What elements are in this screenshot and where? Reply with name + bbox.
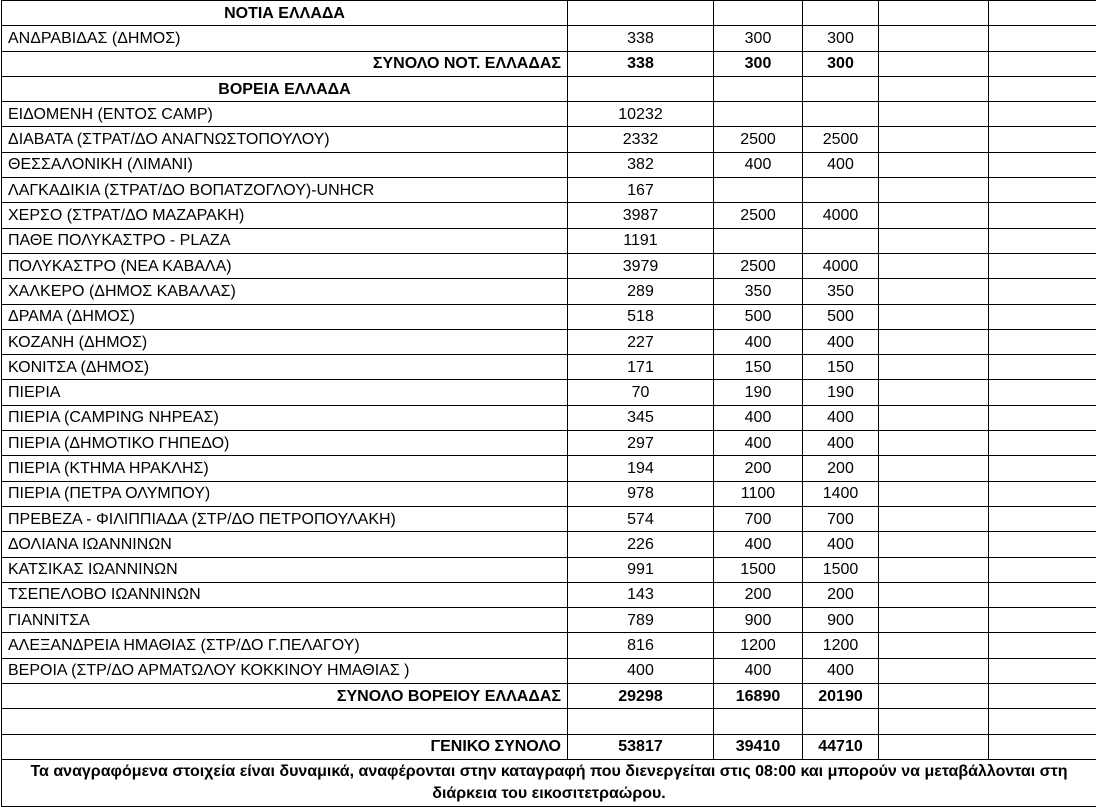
value-cell: 1200 [714, 633, 803, 658]
value-cell: 400 [803, 405, 879, 430]
value-cell: 190 [803, 380, 879, 405]
empty-cell [989, 329, 1096, 354]
subtotal-value: 300 [714, 51, 803, 76]
grand-total-row [2, 734, 1096, 759]
empty-cell [803, 1, 879, 26]
table-row [2, 405, 1096, 430]
value-cell: 400 [803, 329, 879, 354]
value-cell: 400 [714, 405, 803, 430]
table-row [2, 380, 1096, 405]
footnote: Τα αναγραφόμενα στοιχεία είναι δυναμικά, αναφέρονται στην καταγραφή που διενεργείται στις 08:00 και μπορούν να μεταβάλλονται στη διάρκεια του εικοσιτετραώρου. [2, 759, 1096, 806]
value-cell: 150 [714, 355, 803, 380]
location-name: ΧΑΛΚΕΡΟ (ΔΗΜΟΣ ΚΑΒΑΛΑΣ) [2, 279, 568, 304]
value-cell: 400 [714, 431, 803, 456]
location-name: ΛΑΓΚΑΔΙΚΙΑ (ΣΤΡΑΤ/ΔΟ ΒΟΠΑΤΖΟΓΛΟΥ)-UNHCR [2, 178, 568, 203]
empty-cell [989, 102, 1096, 127]
table-row [2, 228, 1096, 253]
table-row [2, 456, 1096, 481]
location-name: ΠΙΕΡΙΑ (CAMPING ΝΗΡΕΑΣ) [2, 405, 568, 430]
table-row [2, 355, 1096, 380]
location-name: ΕΙΔΟΜΕΝΗ (ΕΝΤΟΣ CAMP) [2, 102, 568, 127]
value-cell: 789 [568, 608, 714, 633]
location-name: ΒΕΡΟΙΑ (ΣΤΡ/ΔΟ ΑΡΜΑΤΩΛΟΥ ΚΟΚΚΙΝΟΥ ΗΜΑΘΙΑΣ ) [2, 658, 568, 683]
location-name: ΔΡΑΜΑ (ΔΗΜΟΣ) [2, 304, 568, 329]
value-cell [714, 102, 803, 127]
table-row [2, 582, 1096, 607]
empty-cell [568, 709, 714, 734]
empty-cell [714, 709, 803, 734]
value-cell [803, 228, 879, 253]
subtotal-value: 338 [568, 51, 714, 76]
value-cell: 70 [568, 380, 714, 405]
empty-cell [879, 355, 989, 380]
value-cell: 167 [568, 178, 714, 203]
empty-cell [879, 102, 989, 127]
empty-cell [568, 76, 714, 101]
location-name: ΠΙΕΡΙΑ [2, 380, 568, 405]
value-cell: 500 [803, 304, 879, 329]
value-cell: 1500 [714, 557, 803, 582]
empty-cell [989, 355, 1096, 380]
value-cell: 4000 [803, 253, 879, 278]
empty-cell [989, 557, 1096, 582]
value-cell: 143 [568, 582, 714, 607]
empty-cell [879, 228, 989, 253]
value-cell: 400 [568, 658, 714, 683]
table-row [2, 506, 1096, 531]
grand-total-value: 53817 [568, 734, 714, 759]
table-row [2, 152, 1096, 177]
subtotal-label: ΣΥΝΟΛΟ ΒΟΡΕΙΟΥ ΕΛΛΑΔΑΣ [2, 684, 568, 709]
section-heading-row [2, 76, 1096, 101]
empty-cell [989, 26, 1096, 51]
value-cell: 200 [803, 456, 879, 481]
empty-cell [879, 304, 989, 329]
subtotal-value: 29298 [568, 684, 714, 709]
section-heading-row [2, 1, 1096, 26]
value-cell: 400 [803, 152, 879, 177]
value-cell: 1191 [568, 228, 714, 253]
value-cell: 171 [568, 355, 714, 380]
empty-cell [879, 709, 989, 734]
value-cell: 200 [714, 582, 803, 607]
empty-cell [989, 608, 1096, 633]
table-row [2, 178, 1096, 203]
value-cell: 400 [714, 532, 803, 557]
table-row [2, 329, 1096, 354]
value-cell: 4000 [803, 203, 879, 228]
empty-cell [989, 152, 1096, 177]
empty-cell [879, 279, 989, 304]
empty-cell [879, 684, 989, 709]
value-cell: 150 [803, 355, 879, 380]
empty-cell [989, 633, 1096, 658]
empty-cell [879, 1, 989, 26]
value-cell: 194 [568, 456, 714, 481]
empty-cell [714, 1, 803, 26]
empty-cell [989, 203, 1096, 228]
empty-cell [879, 582, 989, 607]
empty-cell [989, 734, 1096, 759]
value-cell: 518 [568, 304, 714, 329]
empty-cell [879, 76, 989, 101]
empty-cell [803, 76, 879, 101]
value-cell: 200 [803, 582, 879, 607]
grand-total-value: 44710 [803, 734, 879, 759]
table-row [2, 279, 1096, 304]
table-row [2, 127, 1096, 152]
table-row [2, 431, 1096, 456]
grand-total-label: ΓΕΝΙΚΟ ΣΥΝΟΛΟ [2, 734, 568, 759]
empty-cell [803, 709, 879, 734]
empty-cell [989, 481, 1096, 506]
value-cell: 2500 [714, 127, 803, 152]
location-name: ΚΟΝΙΤΣΑ (ΔΗΜΟΣ) [2, 355, 568, 380]
value-cell: 350 [803, 279, 879, 304]
value-cell: 289 [568, 279, 714, 304]
table-row [2, 608, 1096, 633]
table-row [2, 102, 1096, 127]
value-cell: 816 [568, 633, 714, 658]
location-name: ΧΕΡΣΟ (ΣΤΡΑΤ/ΔΟ ΜΑΖΑΡΑΚΗ) [2, 203, 568, 228]
value-cell [714, 228, 803, 253]
empty-cell [879, 633, 989, 658]
table-row [2, 26, 1096, 51]
location-name: ΔΟΛΙΑΝΑ ΙΩΑΝΝΙΝΩΝ [2, 532, 568, 557]
empty-cell [879, 253, 989, 278]
location-name: ΤΣΕΠΕΛΟΒΟ ΙΩΑΝΝΙΝΩΝ [2, 582, 568, 607]
empty-cell [989, 506, 1096, 531]
empty-cell [879, 152, 989, 177]
empty-cell [989, 380, 1096, 405]
empty-cell [879, 178, 989, 203]
empty-cell [989, 431, 1096, 456]
empty-cell [2, 709, 568, 734]
value-cell [803, 178, 879, 203]
value-cell: 2500 [803, 127, 879, 152]
value-cell: 350 [714, 279, 803, 304]
value-cell: 500 [714, 304, 803, 329]
value-cell: 1400 [803, 481, 879, 506]
value-cell: 200 [714, 456, 803, 481]
empty-cell [989, 532, 1096, 557]
empty-cell [989, 127, 1096, 152]
subtotal-row [2, 684, 1096, 709]
empty-cell [989, 228, 1096, 253]
empty-cell [879, 51, 989, 76]
value-cell: 1500 [803, 557, 879, 582]
value-cell: 382 [568, 152, 714, 177]
value-cell: 227 [568, 329, 714, 354]
empty-cell [879, 203, 989, 228]
value-cell: 574 [568, 506, 714, 531]
empty-cell [989, 405, 1096, 430]
value-cell: 400 [714, 329, 803, 354]
subtotal-row [2, 51, 1096, 76]
value-cell: 700 [714, 506, 803, 531]
table-row [2, 304, 1096, 329]
table-row [2, 557, 1096, 582]
table-row [2, 658, 1096, 683]
empty-cell [879, 608, 989, 633]
empty-cell [568, 1, 714, 26]
location-name: ΠΡΕΒΕΖΑ - ΦΙΛΙΠΠΙΑΔΑ (ΣΤΡ/ΔΟ ΠΕΤΡΟΠΟΥΛΑΚΗ) [2, 506, 568, 531]
value-cell: 345 [568, 405, 714, 430]
table-row [2, 203, 1096, 228]
empty-cell [989, 582, 1096, 607]
grand-total-value: 39410 [714, 734, 803, 759]
empty-cell [879, 734, 989, 759]
empty-cell [989, 51, 1096, 76]
empty-cell [714, 76, 803, 101]
empty-cell [879, 329, 989, 354]
value-cell: 3987 [568, 203, 714, 228]
empty-cell [989, 253, 1096, 278]
refugee-capacity-table [1, 0, 1096, 807]
value-cell: 2332 [568, 127, 714, 152]
subtotal-label: ΣΥΝΟΛΟ ΝΟΤ. ΕΛΛΑΔΑΣ [2, 51, 568, 76]
value-cell: 400 [803, 532, 879, 557]
value-cell: 1200 [803, 633, 879, 658]
value-cell: 900 [803, 608, 879, 633]
value-cell: 700 [803, 506, 879, 531]
value-cell: 978 [568, 481, 714, 506]
empty-cell [989, 178, 1096, 203]
section-heading: ΒΟΡΕΙΑ ΕΛΛΑΔΑ [2, 76, 568, 101]
value-cell [714, 178, 803, 203]
value-cell: 1100 [714, 481, 803, 506]
value-cell: 400 [803, 658, 879, 683]
empty-cell [879, 658, 989, 683]
empty-cell [879, 506, 989, 531]
note-row [2, 759, 1096, 806]
empty-cell [989, 658, 1096, 683]
location-name: ΑΝΔΡΑΒΙΔΑΣ (ΔΗΜΟΣ) [2, 26, 568, 51]
empty-cell [989, 1, 1096, 26]
empty-cell [879, 26, 989, 51]
location-name: ΑΛΕΞΑΝΔΡΕΙΑ ΗΜΑΘΙΑΣ (ΣΤΡ/ΔΟ Γ.ΠΕΛΑΓΟΥ) [2, 633, 568, 658]
empty-cell [879, 127, 989, 152]
table-row [2, 481, 1096, 506]
location-name: ΠΙΕΡΙΑ (ΚΤΗΜΑ ΗΡΑΚΛΗΣ) [2, 456, 568, 481]
subtotal-value: 20190 [803, 684, 879, 709]
value-cell: 226 [568, 532, 714, 557]
value-cell: 400 [803, 431, 879, 456]
location-name: ΠΟΛΥΚΑΣΤΡΟ (ΝΕΑ ΚΑΒΑΛΑ) [2, 253, 568, 278]
table-body [2, 1, 1096, 807]
empty-cell [989, 279, 1096, 304]
subtotal-value: 300 [803, 51, 879, 76]
empty-cell [879, 481, 989, 506]
value-cell: 3979 [568, 253, 714, 278]
section-heading: ΝΟΤΙΑ ΕΛΛΑΔΑ [2, 1, 568, 26]
blank-row [2, 709, 1096, 734]
value-cell: 10232 [568, 102, 714, 127]
location-name: ΠΑΘΕ ΠΟΛΥΚΑΣΤΡΟ - PLAZA [2, 228, 568, 253]
table-row [2, 532, 1096, 557]
empty-cell [989, 709, 1096, 734]
empty-cell [879, 557, 989, 582]
subtotal-value: 16890 [714, 684, 803, 709]
table-row [2, 633, 1096, 658]
empty-cell [989, 76, 1096, 101]
location-name: ΚΟΖΑΝΗ (ΔΗΜΟΣ) [2, 329, 568, 354]
value-cell: 400 [714, 658, 803, 683]
location-name: ΓΙΑΝΝΙΤΣΑ [2, 608, 568, 633]
empty-cell [989, 684, 1096, 709]
value-cell: 900 [714, 608, 803, 633]
value-cell: 2500 [714, 253, 803, 278]
table-row [2, 253, 1096, 278]
location-name: ΠΙΕΡΙΑ (ΠΕΤΡΑ ΟΛΥΜΠΟΥ) [2, 481, 568, 506]
empty-cell [879, 405, 989, 430]
empty-cell [879, 380, 989, 405]
value-cell: 300 [803, 26, 879, 51]
value-cell: 338 [568, 26, 714, 51]
empty-cell [879, 431, 989, 456]
empty-cell [989, 304, 1096, 329]
empty-cell [989, 456, 1096, 481]
value-cell: 190 [714, 380, 803, 405]
value-cell: 400 [714, 152, 803, 177]
location-name: ΔΙΑΒΑΤΑ (ΣΤΡΑΤ/ΔΟ ΑΝΑΓΝΩΣΤΟΠΟΥΛΟΥ) [2, 127, 568, 152]
value-cell: 300 [714, 26, 803, 51]
value-cell: 2500 [714, 203, 803, 228]
value-cell: 297 [568, 431, 714, 456]
location-name: ΠΙΕΡΙΑ (ΔΗΜΟΤΙΚΟ ΓΗΠΕΔΟ) [2, 431, 568, 456]
location-name: ΚΑΤΣΙΚΑΣ ΙΩΑΝΝΙΝΩΝ [2, 557, 568, 582]
location-name: ΘΕΣΣΑΛΟΝΙΚΗ (ΛΙΜΑΝΙ) [2, 152, 568, 177]
empty-cell [879, 456, 989, 481]
empty-cell [879, 532, 989, 557]
value-cell [803, 102, 879, 127]
value-cell: 991 [568, 557, 714, 582]
